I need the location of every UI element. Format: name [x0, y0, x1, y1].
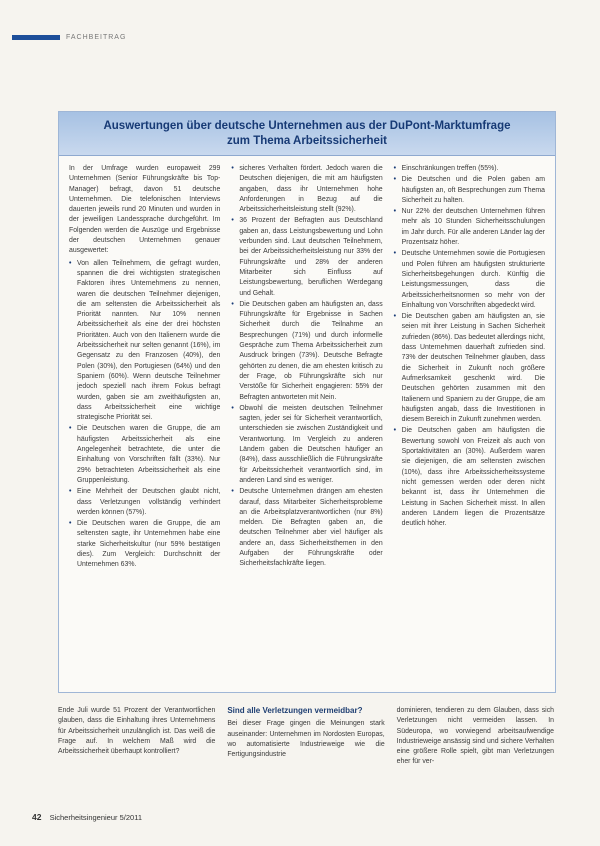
infobox-title-line-2: zum Thema Arbeitssicherheit — [227, 135, 387, 147]
article-column-2-text: Bei dieser Frage gingen die Meinungen stark auseinander: Unternehmen im Nordosten Europas, wo automatisierte Industrieweige wie die Fertigungsindustrie — [227, 720, 385, 759]
infobox-intro: In der Umfrage wurden europaweit 299 Unternehmen (Senior Führungskräfte bis Top-Manager) befragt, davon 51 deutsche Unternehmen. Die telefonischen Interviews dauerten jeweils rund 20 Minuten und wurden in der jeweiligen Landessprache durchgeführt. Im Folgenden werden die Auszüge und Ergebnisse der deutschen Unternehmen genauer ausgewertet: — [69, 165, 221, 255]
publication-name: Sicherheitsingenieur 5/2011 — [49, 813, 142, 822]
survey-infobox — [58, 111, 556, 693]
list-item: • Die Deutschen gaben am häufigsten an, dass Führungskräfte für Ergebnisse in Sachen Sicherheit durch die Teilnahme an Besprechungen (71%) und durch informelle Gespräche zum Thema Arbeitssicherheit zum Ausdruck bringen (73%). Deutsche Befragte gehörten zu denen, die am ehesten kritisch zu der Frage, ob Führungskräfte sich nur Verstöße für Sicherheit engagieren: 55% der Befragten antworteten mit Nein. — [239, 300, 382, 403]
section-header — [12, 34, 126, 41]
list-item: • Eine Mehrheit der Deutschen glaubt nicht, dass Verletzungen vollständig verhindert werden können (57%). — [77, 487, 220, 518]
list-item: • Nur 22% der deutschen Unternehmen führen mehr als 10 Stunden Sicherheitsschulungen im Jahr durch. Für alle anderen Länder lag der Prozentsatz höher. — [402, 207, 545, 248]
section-accent-bar — [12, 35, 60, 40]
infobox-column-2 — [231, 164, 382, 572]
infobox-column-1 — [69, 164, 220, 572]
list-item: • Einschränkungen treffen (55%). — [402, 164, 545, 174]
list-item: • Die Deutschen gaben am häufigsten die Bewertung sowohl von Freizeit als auch von Sportaktivitäten an (30%). Außerdem waren sie diejenigen, die am seltensten zwischen (10%), dass ihre Arbeitssicherheitssysteme nicht gemessen werden oder deren nicht bekannt ist, dass ihr Unternehmen die Leistung in Sachen Sicherheit misst. In allen anderen Ländern liegen die Prozentsätze deutlich höher. — [402, 426, 545, 529]
page-number: 42 — [32, 812, 42, 822]
list-item: • Von allen Teilnehmern, die gefragt wurden, spannen die drei wichtigsten strategischen Faktoren ihres Unternehmens zu nennen, waren die deutschen Teilnehmer diejenigen, die am seltensten die Arbeitssicherheit als Priorität nannten. Nur 10% nennen Arbeitssicherheit als eine der drei höchsten Prioritäten. Auch von den Italienern wurde die Arbeitssicherheit nur selten genannt (16%), im Gegensatz zu den Franzosen (40%), den Polen (30%), den Portugiesen (64%) und den Spaniern (60%). Wenn deutsche Teilnehmer jedoch speziell nach ihrem Fokus befragt wurden, gaben sie am zweithäufigsten an, dass Arbeitssicherheit eine wichtige strategische Priorität sei. — [77, 259, 220, 424]
page-footer — [32, 812, 142, 822]
list-item: • Deutsche Unternehmen drängen am ehesten darauf, dass Mitarbeiter Sicherheitsprobleme an die Arbeitsplatzverantwortlichen (nur 8%) melden. Die Befragten gaben an, die deutschen Teilnehmer aber viel häufiger als andere an, dass Sicherheitsthemen in den Aufgaben der Führungskräfte oder Sicherheitsfachkräfte liegen. — [239, 487, 382, 569]
article-column-2 — [227, 706, 384, 768]
infobox-list-1 — [69, 259, 220, 571]
article-column-1: Ende Juli wurde 51 Prozent der Verantwortlichen glauben, dass die Einhaltung ihres Unternehmens für Arbeitssicherheit unzulänglich ist. Das weiß die Frage auf. In welchem Maß wird die Arbeitssicherheit überhaupt kontrolliert? — [58, 707, 216, 756]
list-item: • Die Deutschen gaben am häufigsten an, sie seien mit ihrer Leistung in Sachen Sicherheit zufrieden (86%). Das bedeutet allerdings nicht, dass Unternehmen dauerhaft zufrieden sind. 73% der deutschen Teilnehmer glauben, dass die Sicherheit in Zukunft noch größere Aufmerksamkeit geschenkt wird. Die Deutschen gehörten zusammen mit den Italienern und Spaniern zu der Gruppe, die am häufigsten angab, dass die Investitionen in diesem Bereich in Zukunft zunehmen werden. — [402, 312, 545, 425]
list-item: • Die Deutschen waren die Gruppe, die am häufigsten Arbeitssicherheit als eine Angelegenheit betrachtete, die unter die Einhaltung von Vorschriften fällt (33%). Nur 29% betrachteten Arbeitssicherheit als eine Gruppenleistung. — [77, 424, 220, 486]
infobox-column-3 — [394, 164, 545, 572]
list-item: • 36 Prozent der Befragten aus Deutschland gaben an, dass Leistungsbewertung und Lohn verbunden sind. Laut deutschen Teilnehmern, bei der Arbeitssicherheitsleistung nur 33% der Führungskräfte und 28% der anderen Mitarbeiter sich Einfluss auf Leistungsbewertung, beruflichen Werdegang und Gehalt. — [239, 216, 382, 298]
list-item: • sicheres Verhalten fördert. Jedoch waren die Deutschen diejenigen, die mit am häufigsten angaben, dass ihr Unternehmen hohe Anforderungen in Bezug auf die Arbeitssicherheitsleistung stellt (92%). — [239, 164, 382, 215]
article-body — [58, 706, 554, 768]
infobox-title — [59, 112, 555, 156]
list-item: • Die Deutschen waren die Gruppe, die am seltensten sagte, ihr Unternehmen habe eine starke Sicherheitskultur (nur 59% bestätigen dies). Zum Vergleich: Durchschnitt der Unternehmen 63%. — [77, 519, 220, 570]
list-item: • Die Deutschen und die Polen gaben am häufigsten an, oft Besprechungen zum Thema Sicherheit zu halten. — [402, 175, 545, 206]
infobox-list-3 — [394, 164, 545, 529]
list-item: • Deutsche Unternehmen sowie die Portugiesen und Polen führen am häufigsten strukturierte Sicherheitsbegehungen durch. Künftig die Leistungsmessungen, dass die Arbeitssicherheitsnormen so mehr von der Einhaltung von Vorschriften abgedeckt wird. — [402, 249, 545, 311]
section-label: FACHBEITRAG — [66, 34, 127, 41]
infobox-list-2 — [231, 164, 382, 570]
infobox-title-line-1: Auswertungen über deutsche Unternehmen aus der DuPont-Marktumfrage — [103, 120, 511, 132]
subheading: Sind alle Verletzungen vermeidbar? — [227, 706, 363, 715]
infobox-columns — [59, 164, 555, 572]
list-item: • Obwohl die meisten deutschen Teilnehmer sagten, jeder sei für Sicherheit verantwortlich, unterschieden sie zwischen Zuständigkeit und Verantwortung. Im Vergleich zu anderen Ländern gaben die Deutschen häufiger an (84%), dass ausschließlich die Führungskräfte für Arbeitssicherheit verantwortlich sind, im anderen Land sind es weniger. — [239, 404, 382, 486]
article-column-3: dominieren, tendieren zu dem Glauben, dass sich Verletzungen nicht vermeiden lassen. In Südeuropa, wo vorwiegend arbeitsaufwendige Industrieweige ansässig sind und sichere Verhalten eine größere Rolle spielt, gibt man Verletzungen eher für ver- — [396, 707, 554, 766]
